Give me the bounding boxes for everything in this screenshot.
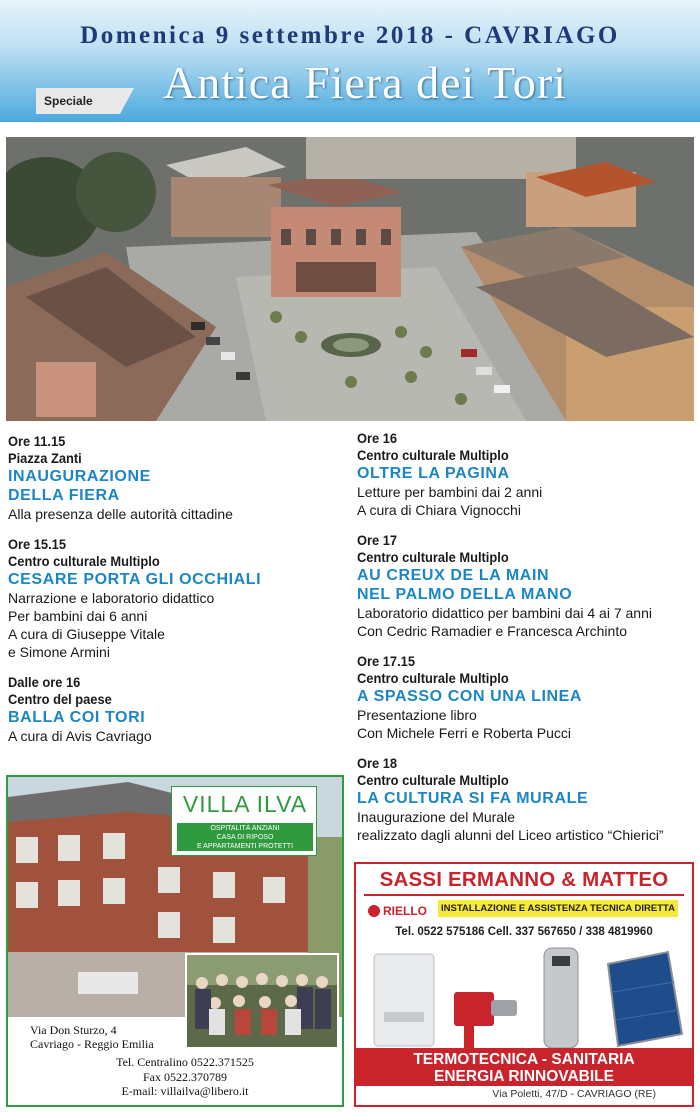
event-time: Ore 17.15 — [357, 653, 416, 669]
riello-label: RIELLO — [383, 904, 427, 918]
event-time: Ore 16 — [357, 430, 398, 446]
event-title: DELLA FIERA — [8, 487, 120, 504]
event-time: Ore 11.15 — [8, 433, 66, 449]
sassi-divider — [364, 894, 684, 896]
event-place: Centro culturale Multiplo — [357, 670, 509, 686]
villa-logo-box — [171, 786, 317, 856]
products-illustration — [356, 942, 692, 1052]
event-time: Ore 17 — [357, 532, 398, 548]
event-spasso — [357, 653, 697, 742]
program-right-column — [357, 430, 697, 857]
event-title: AU CREUX DE LA MAIN — [357, 567, 550, 584]
event-description: Presentazione libro — [357, 707, 477, 723]
villa-group-photo — [185, 953, 339, 1049]
event-description: A cura di Giuseppe Vitale — [8, 626, 165, 642]
aerial-photo-piazza — [6, 137, 694, 421]
riello-logo — [368, 904, 427, 918]
sassi-products — [356, 942, 692, 1052]
group-photo-illustration — [187, 955, 337, 1047]
event-description: realizzato dagli alunni del Liceo artistico “Chierici” — [357, 827, 664, 843]
event-time: Dalle ore 16 — [8, 674, 81, 690]
program-left-column — [8, 433, 338, 758]
page-header — [0, 0, 700, 122]
event-description: Letture per bambini dai 2 anni — [357, 484, 543, 500]
villa-subtitle-line: CASA DI RIPOSO — [216, 834, 274, 841]
event-description: Inaugurazione del Murale — [357, 809, 515, 825]
event-place: Centro culturale Multiplo — [357, 772, 509, 788]
ad-villa-ilva — [6, 775, 344, 1107]
event-place: Centro culturale Multiplo — [357, 549, 509, 565]
villa-phone: Tel. Centralino 0522.371525 — [116, 1055, 254, 1069]
section-tag: Speciale — [36, 88, 120, 114]
villa-address — [30, 1023, 154, 1051]
event-description: Narrazione e laboratorio didattico — [8, 590, 215, 606]
event-time: Ore 15.15 — [8, 536, 67, 552]
event-time: Ore 18 — [357, 755, 398, 771]
villa-subtitle-line: E APPARTAMENTI PROTETTI — [196, 843, 294, 850]
villa-subtitle — [177, 823, 313, 851]
event-place: Piazza Zanti — [8, 450, 82, 466]
event-title: A SPASSO CON UNA LINEA — [357, 688, 583, 705]
event-balla — [8, 674, 338, 745]
sassi-services-band — [356, 1048, 692, 1086]
event-place: Centro culturale Multiplo — [357, 447, 509, 463]
header-date: Domenica 9 settembre 2018 - CAVRIAGO — [80, 22, 620, 49]
riello-icon — [368, 905, 380, 917]
event-description: Con Michele Ferri e Roberta Pucci — [357, 725, 571, 741]
event-description: Alla presenza delle autorità cittadine — [8, 506, 233, 522]
aerial-photo-illustration — [6, 137, 694, 421]
event-title: OLTRE LA PAGINA — [357, 465, 510, 482]
sassi-band-line: TERMOTECNICA - SANITARIA — [413, 1051, 635, 1068]
sassi-address: Via Poletti, 47/D - CAVRIAGO (RE) — [492, 1088, 656, 1100]
event-description: A cura di Chiara Vignocchi — [357, 502, 521, 518]
villa-email: E-mail: villailva@libero.it — [121, 1084, 249, 1098]
villa-name: VILLA ILVA — [182, 791, 308, 817]
sassi-service: INSTALLAZIONE E ASSISTENZA TECNICA DIRETTA — [438, 900, 678, 917]
villa-contacts — [8, 1055, 342, 1099]
sassi-phones: Tel. 0522 575186 Cell. 337 567650 / 338 4819960 — [395, 926, 653, 938]
event-description: Laboratorio didattico per bambini dai 4 ai 7 anni — [357, 605, 652, 621]
event-au-creux — [357, 532, 697, 640]
event-place: Centro culturale Multiplo — [8, 553, 160, 569]
villa-fax: Fax 0522.370789 — [143, 1069, 227, 1084]
event-cesare — [8, 536, 338, 661]
event-title: BALLA COI TORI — [8, 709, 146, 726]
event-oltre — [357, 430, 697, 519]
header-title: Antica Fiera dei Tori — [163, 57, 567, 108]
sassi-title: SASSI ERMANNO & MATTEO — [379, 868, 669, 891]
ad-sassi-ermanno — [354, 862, 694, 1107]
event-description: Con Cedric Ramadier e Francesca Archinto — [357, 623, 628, 639]
event-inaugurazione — [8, 433, 338, 523]
section-tag-flap — [120, 88, 134, 114]
villa-address-line: Cavriago - Reggio Emilia — [30, 1037, 154, 1051]
event-description: e Simone Armini — [8, 644, 110, 660]
villa-subtitle-line: OSPITALITÀ ANZIANI — [210, 825, 280, 832]
villa-address-line: Via Don Sturzo, 4 — [30, 1023, 117, 1037]
event-title: CESARE PORTA GLI OCCHIALI — [8, 571, 262, 588]
event-murale — [357, 755, 697, 844]
event-place: Centro del paese — [8, 691, 112, 707]
event-title: LA CULTURA SI FA MURALE — [357, 790, 589, 807]
event-title: INAUGURAZIONE — [8, 468, 151, 485]
event-description: A cura di Avis Cavriago — [8, 728, 152, 744]
sassi-band-line: ENERGIA RINNOVABILE — [434, 1068, 614, 1085]
event-description: Per bambini dai 6 anni — [8, 608, 148, 624]
event-title: NEL PALMO DELLA MANO — [357, 586, 573, 603]
